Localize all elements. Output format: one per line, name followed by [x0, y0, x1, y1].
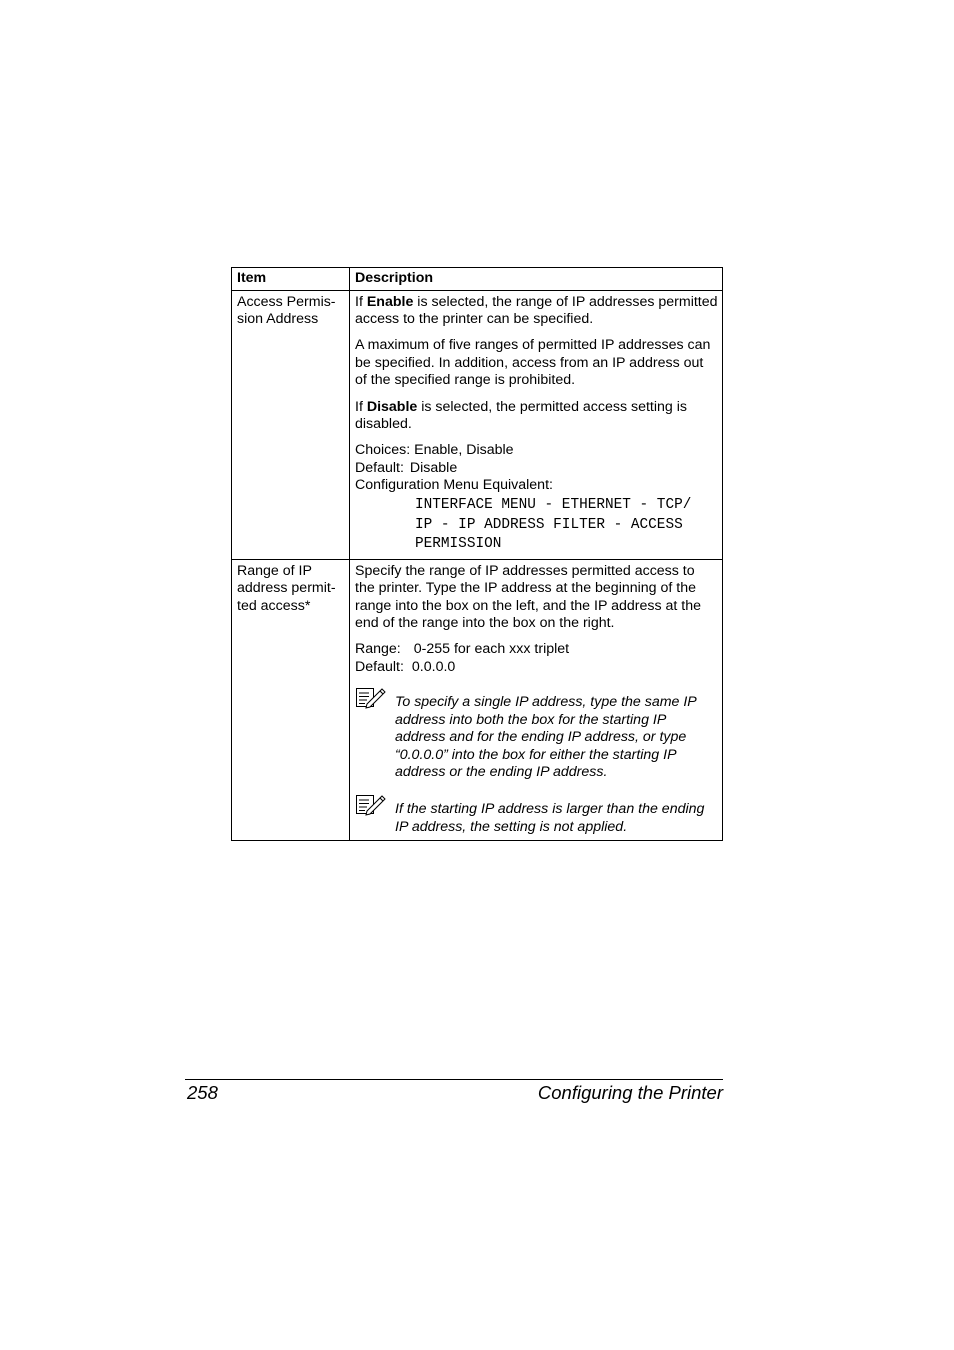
menu-path-line: PERMISSION: [415, 536, 502, 553]
header-item: Item: [232, 268, 350, 291]
description-paragraph: If Enable is selected, the range of IP addresses permitted access to the printer can be specified.: [355, 293, 718, 328]
note-text: If the starting IP address is larger than the ending IP address, the setting is not applied.: [395, 801, 705, 835]
settings-summary: [355, 442, 718, 554]
table-header-row: [232, 268, 723, 291]
menu-path-line: INTERFACE MENU - ETHERNET - TCP/: [415, 497, 692, 514]
range-summary: [355, 641, 718, 676]
default-line: Default: Disable: [355, 459, 458, 476]
note-pad-pencil-icon: [355, 685, 395, 711]
default-line: Default: 0.0.0.0: [355, 659, 456, 675]
description-cell: [350, 559, 723, 841]
choices-line: Choices: Enable, Disable: [355, 442, 514, 459]
enable-keyword: Enable: [366, 293, 414, 310]
settings-table: [231, 267, 723, 841]
item-cell: [232, 559, 350, 841]
note-block: [355, 792, 718, 836]
page-number: 258: [187, 1082, 218, 1103]
item-cell: [232, 290, 350, 559]
menu-path-line: IP - IP ADDRESS FILTER - ACCESS: [415, 516, 683, 533]
footer-rule: [185, 1079, 723, 1080]
disable-keyword: Disable: [366, 398, 418, 415]
header-description: Description: [350, 268, 723, 291]
range-line: Range: 0-255 for each xxx triplet: [355, 641, 570, 658]
description-paragraph: Specify the range of IP addresses permitted access to the printer. Type the IP address at the beginning of the range into the box on the left, and the IP address at the end of the range into the box on the right.: [355, 562, 702, 632]
note-text: To specify a single IP address, type the same IP address into both the box for the starting IP address and for the ending IP address, or type “0.0.0.0” into the box for either the starting IP address or the ending IP address.: [395, 694, 697, 781]
description-paragraph: A maximum of five ranges of permitted IP addresses can be specified. In addition, access from an IP address out of the specified range is prohibited.: [355, 337, 711, 389]
note-pad-pencil-icon: [355, 792, 395, 818]
note-block: [355, 685, 718, 782]
table-row: [232, 290, 723, 559]
table-row: [232, 559, 723, 841]
item-label: Access Permis- sion Address: [237, 293, 336, 328]
item-label: Range of IP address permit- ted access*: [237, 562, 336, 614]
description-paragraph: If Disable is selected, the permitted access setting is disabled.: [355, 398, 687, 433]
chapter-title: Configuring the Printer: [537, 1082, 723, 1103]
description-cell: [350, 290, 723, 559]
config-menu-label: Configuration Menu Equivalent:: [355, 477, 553, 494]
